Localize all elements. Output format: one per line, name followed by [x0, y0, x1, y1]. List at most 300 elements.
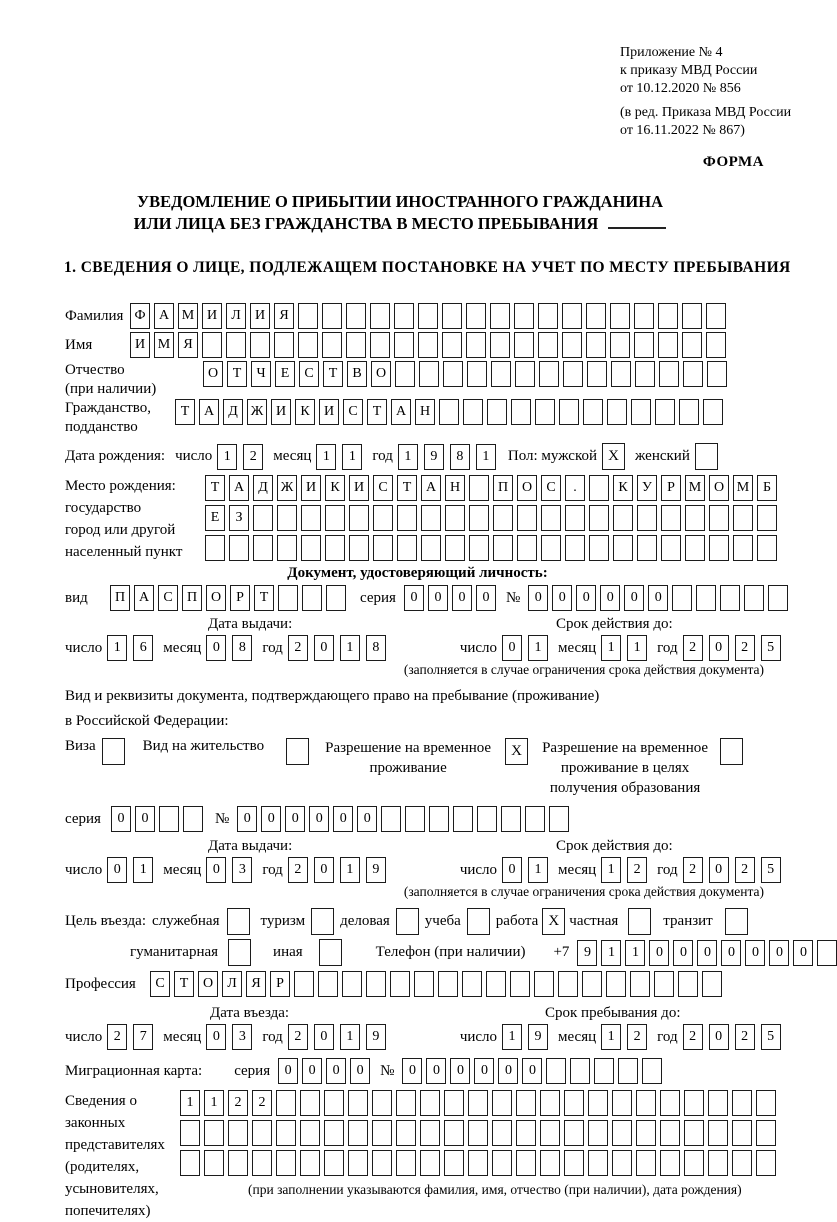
char-cell[interactable]: 1	[180, 1090, 200, 1116]
char-cell[interactable]: Б	[757, 475, 777, 501]
char-cell[interactable]	[319, 939, 342, 966]
char-cell[interactable]	[322, 303, 342, 329]
char-cell[interactable]	[720, 738, 743, 765]
char-cell[interactable]: 0	[522, 1058, 542, 1084]
char-cell[interactable]	[634, 303, 654, 329]
char-cell[interactable]: 0	[111, 806, 131, 832]
char-cell[interactable]	[226, 332, 246, 358]
char-cell[interactable]	[421, 505, 441, 531]
char-cell[interactable]	[515, 361, 535, 387]
char-cell[interactable]	[229, 535, 249, 561]
char-cell[interactable]: И	[130, 332, 150, 358]
char-cell[interactable]	[516, 1090, 536, 1116]
char-cell[interactable]	[159, 806, 179, 832]
char-cell[interactable]: 1	[133, 857, 153, 883]
char-cell[interactable]: 2	[288, 857, 308, 883]
char-cell[interactable]: 1	[217, 444, 237, 470]
char-cell[interactable]: 9	[366, 1024, 386, 1050]
char-cell[interactable]	[514, 332, 534, 358]
char-cell[interactable]: 2	[735, 1024, 755, 1050]
char-cell[interactable]: 3	[232, 1024, 252, 1050]
char-cell[interactable]: И	[301, 475, 321, 501]
char-cell[interactable]	[540, 1120, 560, 1146]
char-cell[interactable]: 2	[228, 1090, 248, 1116]
char-cell[interactable]: 0	[709, 857, 729, 883]
char-cell[interactable]: 1	[627, 635, 647, 661]
char-cell[interactable]	[564, 1090, 584, 1116]
char-cell[interactable]: 8	[232, 635, 252, 661]
char-cell[interactable]	[658, 332, 678, 358]
char-cell[interactable]	[636, 1120, 656, 1146]
char-cell[interactable]	[702, 971, 722, 997]
char-cell[interactable]: 9	[424, 444, 444, 470]
char-cell[interactable]	[298, 332, 318, 358]
char-cell[interactable]: 2	[288, 635, 308, 661]
char-cell[interactable]	[493, 535, 513, 561]
char-cell[interactable]: И	[349, 475, 369, 501]
char-cell[interactable]	[318, 971, 338, 997]
char-cell[interactable]: 1	[340, 857, 360, 883]
char-cell[interactable]	[396, 1150, 416, 1176]
char-cell[interactable]: 1	[107, 635, 127, 661]
char-cell[interactable]: 1	[528, 635, 548, 661]
char-cell[interactable]	[679, 399, 699, 425]
char-cell[interactable]	[405, 806, 425, 832]
char-cell[interactable]: 0	[314, 1024, 334, 1050]
char-cell[interactable]	[444, 1150, 464, 1176]
char-cell[interactable]	[517, 535, 537, 561]
char-cell[interactable]: 0	[709, 1024, 729, 1050]
char-cell[interactable]: З	[229, 505, 249, 531]
char-cell[interactable]: 2	[683, 1024, 703, 1050]
char-cell[interactable]: 0	[502, 857, 522, 883]
char-cell[interactable]: 0	[314, 635, 334, 661]
char-cell[interactable]	[708, 1120, 728, 1146]
char-cell[interactable]	[444, 1120, 464, 1146]
char-cell[interactable]: А	[391, 399, 411, 425]
char-cell[interactable]	[565, 505, 585, 531]
char-cell[interactable]	[491, 361, 511, 387]
char-cell[interactable]: А	[154, 303, 174, 329]
char-cell[interactable]: Е	[205, 505, 225, 531]
char-cell[interactable]: А	[199, 399, 219, 425]
char-cell[interactable]: С	[373, 475, 393, 501]
char-cell[interactable]	[370, 332, 390, 358]
char-cell[interactable]: 0	[206, 635, 226, 661]
char-cell[interactable]	[370, 303, 390, 329]
char-cell[interactable]: 0	[721, 940, 741, 966]
char-cell[interactable]	[442, 332, 462, 358]
char-cell[interactable]	[588, 1090, 608, 1116]
char-cell[interactable]	[672, 585, 692, 611]
char-cell[interactable]: Т	[323, 361, 343, 387]
char-cell[interactable]	[695, 443, 718, 470]
char-cell[interactable]	[756, 1120, 776, 1146]
char-cell[interactable]	[637, 535, 657, 561]
char-cell[interactable]: И	[319, 399, 339, 425]
char-cell[interactable]	[469, 535, 489, 561]
char-cell[interactable]: 9	[577, 940, 597, 966]
char-cell[interactable]	[684, 1120, 704, 1146]
char-cell[interactable]	[634, 332, 654, 358]
char-cell[interactable]	[654, 971, 674, 997]
char-cell[interactable]	[466, 303, 486, 329]
char-cell[interactable]	[250, 332, 270, 358]
char-cell[interactable]: 0	[600, 585, 620, 611]
char-cell[interactable]	[322, 332, 342, 358]
char-cell[interactable]	[183, 806, 203, 832]
char-cell[interactable]	[349, 535, 369, 561]
char-cell[interactable]: 0	[673, 940, 693, 966]
char-cell[interactable]: 0	[709, 635, 729, 661]
char-cell[interactable]	[706, 332, 726, 358]
char-cell[interactable]	[395, 361, 415, 387]
char-cell[interactable]	[276, 1120, 296, 1146]
char-cell[interactable]: И	[250, 303, 270, 329]
char-cell[interactable]	[636, 1090, 656, 1116]
char-cell[interactable]	[300, 1120, 320, 1146]
char-cell[interactable]	[594, 1058, 614, 1084]
char-cell[interactable]: Т	[227, 361, 247, 387]
char-cell[interactable]: Ж	[277, 475, 297, 501]
char-cell[interactable]	[301, 535, 321, 561]
char-cell[interactable]: 0	[476, 585, 496, 611]
char-cell[interactable]	[564, 1120, 584, 1146]
char-cell[interactable]: М	[685, 475, 705, 501]
char-cell[interactable]: X	[505, 738, 528, 765]
char-cell[interactable]	[468, 1150, 488, 1176]
char-cell[interactable]	[659, 361, 679, 387]
char-cell[interactable]: Д	[253, 475, 273, 501]
char-cell[interactable]: 0	[350, 1058, 370, 1084]
char-cell[interactable]	[706, 303, 726, 329]
char-cell[interactable]	[703, 399, 723, 425]
char-cell[interactable]	[302, 585, 322, 611]
char-cell[interactable]	[277, 505, 297, 531]
char-cell[interactable]: Т	[367, 399, 387, 425]
char-cell[interactable]	[661, 505, 681, 531]
char-cell[interactable]	[725, 908, 748, 935]
char-cell[interactable]	[477, 806, 497, 832]
char-cell[interactable]	[708, 1150, 728, 1176]
char-cell[interactable]	[324, 1150, 344, 1176]
char-cell[interactable]	[396, 908, 419, 935]
char-cell[interactable]: 0	[107, 857, 127, 883]
char-cell[interactable]	[589, 505, 609, 531]
char-cell[interactable]	[685, 505, 705, 531]
char-cell[interactable]: О	[371, 361, 391, 387]
char-cell[interactable]	[564, 1150, 584, 1176]
char-cell[interactable]: 0	[135, 806, 155, 832]
char-cell[interactable]: Т	[174, 971, 194, 997]
char-cell[interactable]	[396, 1120, 416, 1146]
char-cell[interactable]	[501, 806, 521, 832]
char-cell[interactable]	[204, 1120, 224, 1146]
char-cell[interactable]	[438, 971, 458, 997]
char-cell[interactable]	[274, 332, 294, 358]
char-cell[interactable]: 2	[683, 857, 703, 883]
char-cell[interactable]: Н	[445, 475, 465, 501]
char-cell[interactable]: Я	[246, 971, 266, 997]
char-cell[interactable]	[301, 505, 321, 531]
char-cell[interactable]	[298, 303, 318, 329]
char-cell[interactable]: 2	[288, 1024, 308, 1050]
char-cell[interactable]	[559, 399, 579, 425]
char-cell[interactable]	[180, 1150, 200, 1176]
char-cell[interactable]	[682, 332, 702, 358]
char-cell[interactable]: 0	[404, 585, 424, 611]
char-cell[interactable]	[300, 1090, 320, 1116]
char-cell[interactable]	[538, 332, 558, 358]
char-cell[interactable]	[421, 535, 441, 561]
char-cell[interactable]	[366, 971, 386, 997]
char-cell[interactable]	[442, 303, 462, 329]
char-cell[interactable]: 2	[735, 635, 755, 661]
char-cell[interactable]	[732, 1120, 752, 1146]
char-cell[interactable]	[300, 1150, 320, 1176]
char-cell[interactable]: 0	[648, 585, 668, 611]
char-cell[interactable]	[756, 1090, 776, 1116]
char-cell[interactable]: А	[134, 585, 154, 611]
char-cell[interactable]	[490, 303, 510, 329]
char-cell[interactable]	[462, 971, 482, 997]
char-cell[interactable]	[586, 303, 606, 329]
char-cell[interactable]	[589, 475, 609, 501]
char-cell[interactable]	[202, 332, 222, 358]
char-cell[interactable]	[589, 535, 609, 561]
char-cell[interactable]: 0	[402, 1058, 422, 1084]
char-cell[interactable]	[468, 1120, 488, 1146]
char-cell[interactable]: К	[295, 399, 315, 425]
char-cell[interactable]	[611, 361, 631, 387]
char-cell[interactable]: 2	[252, 1090, 272, 1116]
char-cell[interactable]: О	[517, 475, 537, 501]
char-cell[interactable]: 0	[528, 585, 548, 611]
char-cell[interactable]	[612, 1150, 632, 1176]
char-cell[interactable]: 0	[285, 806, 305, 832]
char-cell[interactable]	[510, 971, 530, 997]
char-cell[interactable]: М	[733, 475, 753, 501]
char-cell[interactable]	[326, 585, 346, 611]
char-cell[interactable]	[756, 1150, 776, 1176]
char-cell[interactable]: П	[182, 585, 202, 611]
char-cell[interactable]: О	[203, 361, 223, 387]
char-cell[interactable]	[757, 505, 777, 531]
char-cell[interactable]	[486, 971, 506, 997]
char-cell[interactable]	[612, 1120, 632, 1146]
char-cell[interactable]	[535, 399, 555, 425]
char-cell[interactable]: П	[110, 585, 130, 611]
char-cell[interactable]	[732, 1090, 752, 1116]
char-cell[interactable]: 0	[576, 585, 596, 611]
char-cell[interactable]	[732, 1150, 752, 1176]
char-cell[interactable]	[102, 738, 125, 765]
char-cell[interactable]	[348, 1120, 368, 1146]
char-cell[interactable]	[708, 1090, 728, 1116]
char-cell[interactable]: Я	[178, 332, 198, 358]
char-cell[interactable]	[439, 399, 459, 425]
char-cell[interactable]	[419, 361, 439, 387]
char-cell[interactable]	[538, 303, 558, 329]
char-cell[interactable]	[373, 505, 393, 531]
char-cell[interactable]	[707, 361, 727, 387]
char-cell[interactable]	[276, 1090, 296, 1116]
char-cell[interactable]	[492, 1090, 512, 1116]
char-cell[interactable]: 1	[340, 635, 360, 661]
char-cell[interactable]	[443, 361, 463, 387]
char-cell[interactable]	[658, 303, 678, 329]
char-cell[interactable]: 0	[426, 1058, 446, 1084]
char-cell[interactable]	[562, 332, 582, 358]
char-cell[interactable]: 2	[627, 857, 647, 883]
char-cell[interactable]	[661, 535, 681, 561]
char-cell[interactable]: Т	[254, 585, 274, 611]
char-cell[interactable]: С	[541, 475, 561, 501]
char-cell[interactable]: 0	[769, 940, 789, 966]
char-cell[interactable]	[613, 535, 633, 561]
char-cell[interactable]	[514, 303, 534, 329]
char-cell[interactable]	[487, 399, 507, 425]
char-cell[interactable]	[534, 971, 554, 997]
char-cell[interactable]	[276, 1150, 296, 1176]
char-cell[interactable]	[372, 1120, 392, 1146]
char-cell[interactable]: 0	[452, 585, 472, 611]
char-cell[interactable]: 1	[340, 1024, 360, 1050]
char-cell[interactable]	[636, 1150, 656, 1176]
char-cell[interactable]	[696, 585, 716, 611]
char-cell[interactable]: С	[299, 361, 319, 387]
char-cell[interactable]	[418, 303, 438, 329]
char-cell[interactable]	[414, 971, 434, 997]
char-cell[interactable]: В	[347, 361, 367, 387]
char-cell[interactable]	[490, 332, 510, 358]
char-cell[interactable]	[253, 505, 273, 531]
char-cell[interactable]: 9	[366, 857, 386, 883]
char-cell[interactable]: 0	[474, 1058, 494, 1084]
char-cell[interactable]: 0	[237, 806, 257, 832]
char-cell[interactable]: 1	[342, 444, 362, 470]
char-cell[interactable]	[372, 1090, 392, 1116]
char-cell[interactable]: Н	[415, 399, 435, 425]
char-cell[interactable]	[381, 806, 401, 832]
char-cell[interactable]: 2	[627, 1024, 647, 1050]
char-cell[interactable]	[684, 1090, 704, 1116]
char-cell[interactable]	[444, 1090, 464, 1116]
char-cell[interactable]	[205, 535, 225, 561]
char-cell[interactable]	[682, 303, 702, 329]
char-cell[interactable]: 0	[206, 857, 226, 883]
char-cell[interactable]: 0	[428, 585, 448, 611]
char-cell[interactable]	[586, 332, 606, 358]
char-cell[interactable]	[628, 908, 651, 935]
char-cell[interactable]: 0	[206, 1024, 226, 1050]
char-cell[interactable]: 0	[314, 857, 334, 883]
char-cell[interactable]	[768, 585, 788, 611]
char-cell[interactable]: 5	[761, 857, 781, 883]
char-cell[interactable]	[588, 1120, 608, 1146]
char-cell[interactable]: П	[493, 475, 513, 501]
char-cell[interactable]	[630, 971, 650, 997]
char-cell[interactable]	[757, 535, 777, 561]
char-cell[interactable]	[610, 332, 630, 358]
char-cell[interactable]	[493, 505, 513, 531]
char-cell[interactable]	[373, 535, 393, 561]
char-cell[interactable]: 1	[625, 940, 645, 966]
char-cell[interactable]	[466, 332, 486, 358]
char-cell[interactable]	[467, 361, 487, 387]
char-cell[interactable]	[420, 1120, 440, 1146]
char-cell[interactable]: 1	[204, 1090, 224, 1116]
char-cell[interactable]	[180, 1120, 200, 1146]
char-cell[interactable]: 1	[502, 1024, 522, 1050]
char-cell[interactable]	[420, 1150, 440, 1176]
char-cell[interactable]	[583, 399, 603, 425]
char-cell[interactable]: У	[637, 475, 657, 501]
char-cell[interactable]: 8	[366, 635, 386, 661]
char-cell[interactable]	[610, 303, 630, 329]
char-cell[interactable]	[607, 399, 627, 425]
char-cell[interactable]	[342, 971, 362, 997]
char-cell[interactable]	[558, 971, 578, 997]
char-cell[interactable]	[396, 1090, 416, 1116]
char-cell[interactable]	[685, 535, 705, 561]
char-cell[interactable]	[469, 505, 489, 531]
char-cell[interactable]: Т	[175, 399, 195, 425]
char-cell[interactable]	[418, 332, 438, 358]
char-cell[interactable]: 0	[793, 940, 813, 966]
char-cell[interactable]	[294, 971, 314, 997]
char-cell[interactable]	[227, 908, 250, 935]
char-cell[interactable]: И	[202, 303, 222, 329]
char-cell[interactable]	[346, 303, 366, 329]
char-cell[interactable]	[540, 1090, 560, 1116]
char-cell[interactable]	[525, 806, 545, 832]
char-cell[interactable]: .	[565, 475, 585, 501]
char-cell[interactable]: Р	[230, 585, 250, 611]
char-cell[interactable]	[372, 1150, 392, 1176]
char-cell[interactable]: 0	[326, 1058, 346, 1084]
char-cell[interactable]	[684, 1150, 704, 1176]
char-cell[interactable]	[563, 361, 583, 387]
char-cell[interactable]: Я	[274, 303, 294, 329]
char-cell[interactable]	[637, 505, 657, 531]
char-cell[interactable]	[540, 1150, 560, 1176]
char-cell[interactable]: 2	[243, 444, 263, 470]
char-cell[interactable]	[325, 505, 345, 531]
char-cell[interactable]	[228, 1120, 248, 1146]
char-cell[interactable]	[539, 361, 559, 387]
char-cell[interactable]: 0	[745, 940, 765, 966]
char-cell[interactable]: 0	[261, 806, 281, 832]
char-cell[interactable]	[516, 1150, 536, 1176]
char-cell[interactable]: 1	[601, 857, 621, 883]
char-cell[interactable]	[390, 971, 410, 997]
char-cell[interactable]	[277, 535, 297, 561]
char-cell[interactable]	[348, 1090, 368, 1116]
char-cell[interactable]	[541, 535, 561, 561]
char-cell[interactable]: 0	[302, 1058, 322, 1084]
char-cell[interactable]	[204, 1150, 224, 1176]
char-cell[interactable]: 2	[683, 635, 703, 661]
char-cell[interactable]: М	[178, 303, 198, 329]
char-cell[interactable]	[587, 361, 607, 387]
char-cell[interactable]: 1	[601, 1024, 621, 1050]
char-cell[interactable]	[325, 535, 345, 561]
char-cell[interactable]: 0	[552, 585, 572, 611]
char-cell[interactable]: Е	[275, 361, 295, 387]
char-cell[interactable]	[420, 1090, 440, 1116]
char-cell[interactable]	[517, 505, 537, 531]
